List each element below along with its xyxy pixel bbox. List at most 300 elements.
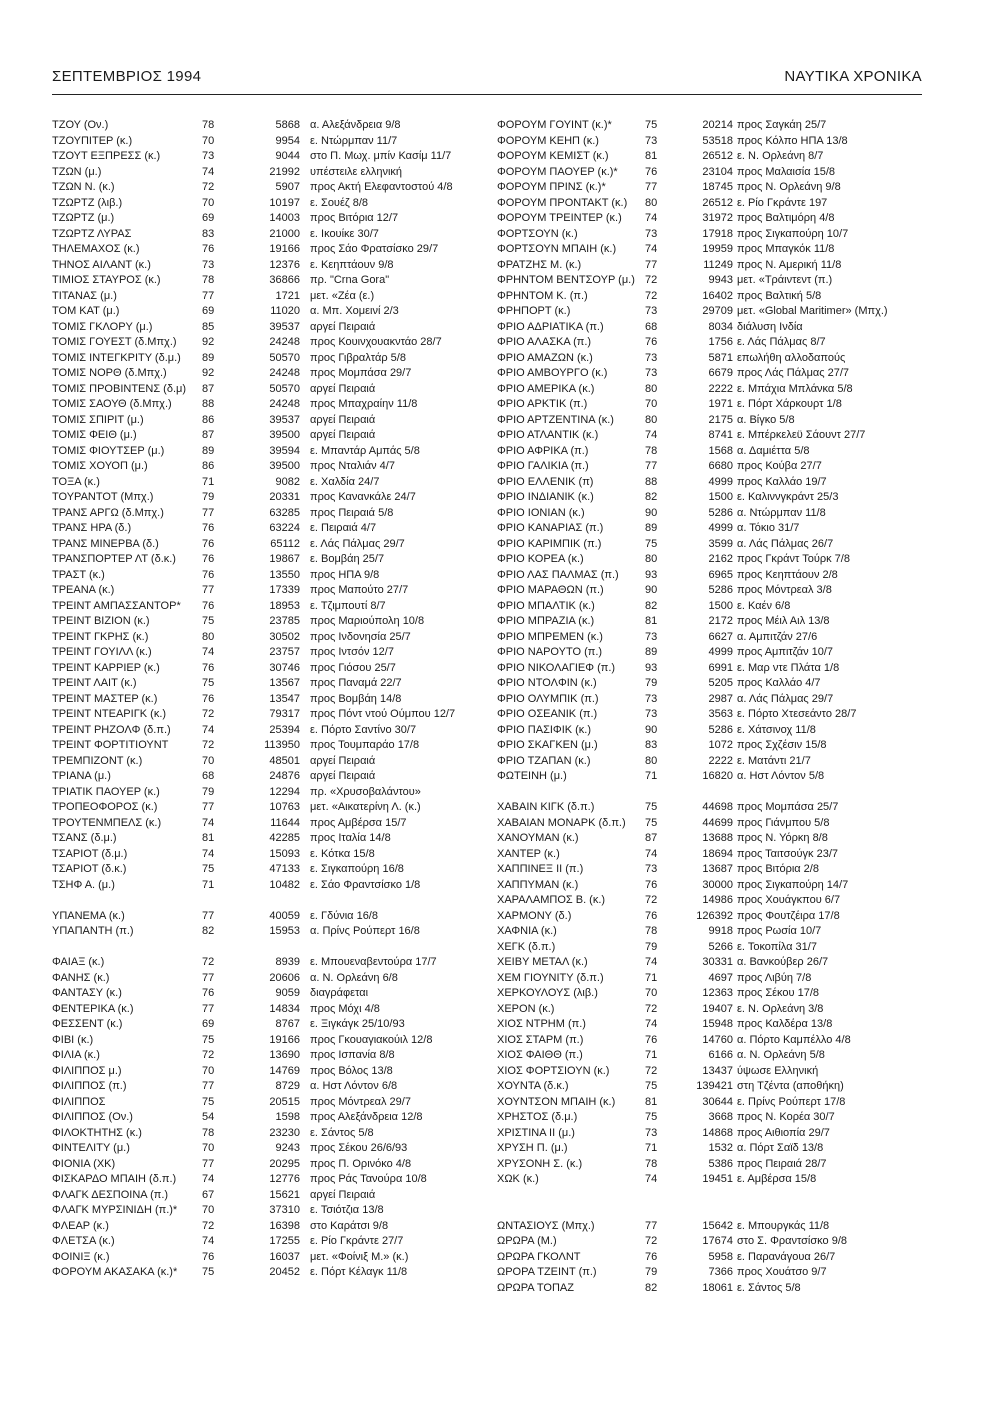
ship-row [497, 754, 927, 770]
ship-row [52, 955, 482, 971]
ship-row [52, 661, 482, 677]
movement-note: προς Σέκου 26/6/93 [310, 1142, 408, 1154]
ship-name: ΦΡΙΟ ΑΔΡΙΑΤΙΚΑ (π.) [497, 320, 604, 333]
ship-row [52, 754, 482, 770]
build-year: 89 [202, 444, 215, 457]
ship-name: ΦΑΙΑΞ (κ.) [52, 956, 105, 968]
ship-name: ΧΟΥΝΤΑ (δ.κ.) [497, 1080, 569, 1092]
ship-name: ΩΡΟΡΑ ΤΖΕΙΝΤ (π.) [497, 1266, 597, 1278]
tonnage: 30644 [702, 1095, 733, 1108]
tonnage: 19407 [702, 1002, 733, 1015]
ship-name: ΩΡΩΡΑ ΓΚΟΛΝΤ [497, 1250, 581, 1263]
ship-name: ΦΡΙΟ ΕΛΛΕΝΙΚ (π) [497, 475, 594, 488]
movement-note: ε. Κεηπτάουν 9/8 [310, 258, 394, 271]
ship-name: ΤΟΥΡΑΝΤΟΤ (Μπχ.) [52, 491, 154, 503]
ship-row [497, 1234, 927, 1250]
ship-row [497, 397, 927, 413]
ship-name: ΦΡΙΟ ΙΝΔΙΑΝΙΚ (κ.) [497, 491, 594, 503]
tonnage: 15953 [269, 925, 300, 937]
movement-note: ύψωσε Ελληνική [737, 1064, 819, 1077]
build-year: 74 [645, 243, 658, 255]
movement-note: προς Πειραιά 28/7 [737, 1157, 827, 1170]
tonnage: 5868 [275, 119, 300, 131]
build-year: 75 [645, 119, 658, 131]
ship-name: ΦΟΡΟΥΜ ΚΕΜΙΣΤ (κ.) [497, 150, 609, 162]
movement-note: αργεί Πειραιά [310, 382, 376, 395]
ship-row [497, 1110, 927, 1126]
movement-note: προς Μαριούπολη 10/8 [310, 615, 425, 627]
ship-row [497, 599, 927, 615]
ship-name: ΤΡΙΑΝΑ (μ.) [52, 770, 111, 782]
tonnage: 29709 [702, 305, 733, 317]
build-year: 67 [202, 1188, 215, 1201]
ship-row [52, 1126, 482, 1142]
movement-note: προς Αιθιοπία 29/7 [737, 1126, 830, 1139]
ship-name: ΤΙΤΑΝΑΣ (μ.) [52, 289, 117, 302]
ship-row [52, 831, 482, 847]
movement-note: α. Ν. Ορλεάνη 5/8 [737, 1049, 825, 1061]
ship-row [52, 242, 482, 258]
tonnage: 8729 [275, 1080, 300, 1092]
ship-name: ΧΙΟΣ ΦΟΡΤΣΙΟΥΝ (κ.) [497, 1064, 610, 1077]
build-year: 73 [645, 692, 658, 705]
movement-note: προς Μπαχραίην 11/8 [310, 398, 418, 410]
ship-name: ΦΡΗΠΟΡΤ (κ.) [497, 305, 571, 317]
ship-name: ΩΝΤΑΣΙΟΥΣ (Μπχ.) [497, 1219, 595, 1232]
tonnage: 16820 [702, 770, 733, 782]
ship-name: ΩΡΩΡΑ (Μ.) [497, 1235, 557, 1247]
build-year: 78 [202, 274, 215, 286]
ship-name: ΧΑΠΠΙΝΕΞ ΙΙ (π.) [497, 863, 584, 875]
build-year: 80 [645, 553, 658, 565]
movement-note: προς Χουάγκπου 6/7 [737, 894, 841, 906]
movement-note: ε. Μπουργκάς 11/8 [737, 1219, 830, 1232]
ship-row [52, 413, 482, 429]
tonnage: 39500 [269, 429, 300, 441]
tonnage: 19959 [702, 243, 733, 255]
movement-note: ε. Πόρτ Κέλαγκ 11/8 [310, 1266, 408, 1278]
ship-row [52, 723, 482, 739]
ship-name: ΧΕΜ ΓΙΟΥΝΙΤΥ (δ.π.) [497, 971, 604, 984]
ship-row [52, 428, 482, 444]
tonnage: 36866 [269, 274, 300, 286]
ship-name: ΦΟΡΟΥΜ ΠΑΟΥΕΡ (κ.)* [497, 165, 618, 178]
build-year: 71 [202, 878, 215, 891]
movement-note: προς Αλεξάνδρεια 12/8 [310, 1111, 423, 1123]
build-year: 74 [202, 1235, 215, 1247]
ship-name: ΦΡΙΟ ΝΑΡΟΥΤΟ (π.) [497, 646, 603, 658]
tonnage: 15642 [702, 1219, 733, 1232]
ship-row [497, 1250, 927, 1266]
ship-row [52, 645, 482, 661]
ship-row [52, 1172, 482, 1188]
tonnage: 2175 [708, 413, 733, 426]
tonnage: 13688 [702, 832, 733, 844]
ship-row [52, 785, 482, 801]
tonnage: 19166 [269, 1033, 300, 1046]
movement-note: προς Καλλάο 4/7 [737, 677, 821, 689]
tonnage: 24248 [269, 336, 300, 348]
tonnage: 14003 [269, 212, 300, 224]
build-year: 76 [202, 692, 215, 705]
build-year: 70 [202, 196, 215, 209]
movement-note: ε. Μπέρκελεϋ Σάουντ 27/7 [737, 429, 866, 441]
tonnage: 30000 [702, 878, 733, 891]
ship-name: ΦΡΙΟ ΜΠΡΑΖΙΑ (κ.) [497, 615, 595, 627]
ship-name: ΤΖΩΝ Ν. (κ.) [52, 181, 115, 193]
ship-name: ΦΛΕΤΣΑ (κ.) [52, 1235, 115, 1247]
movement-note: προς Κόλπο ΗΠΑ 13/8 [737, 134, 848, 147]
ship-name: ΤΡΑΝΣΠΟΡΤΕΡ ΛΤ (δ.κ.) [52, 553, 176, 565]
build-year: 71 [645, 1142, 658, 1154]
ship-row [52, 490, 482, 506]
ship-row [497, 1157, 927, 1173]
ship-name: ΦΡΙΟ ΜΑΡΑΘΩΝ (π.) [497, 584, 604, 596]
ship-row [52, 521, 482, 537]
tonnage: 17339 [269, 584, 300, 596]
build-year: 90 [645, 723, 658, 736]
build-year: 72 [645, 1002, 658, 1015]
ship-row [52, 304, 482, 320]
tonnage: 15948 [702, 1018, 733, 1030]
ship-name: ΤΡΕΙΝΤ ΜΑΣΤΕΡ (κ.) [52, 692, 158, 705]
tonnage: 16398 [269, 1219, 300, 1232]
ship-name: ΦΡΙΟ ΑΛΑΣΚΑ (π.) [497, 336, 592, 348]
movement-note: ε. Ν. Ορλεάνη 3/8 [737, 1002, 824, 1015]
movement-note: προς Κούβα 27/7 [737, 460, 822, 472]
tonnage: 1568 [708, 444, 733, 457]
movement-note: ε. Χαλδία 24/7 [310, 475, 380, 488]
movement-note: α. Πόρτ Σαϊδ 13/8 [737, 1142, 824, 1154]
ship-row [52, 1157, 482, 1173]
tonnage: 8767 [275, 1018, 300, 1030]
build-year: 85 [202, 320, 215, 333]
build-year: 73 [202, 258, 215, 271]
movement-note: προς Μαλαισία 15/8 [737, 165, 836, 178]
movement-note: ε. Μπουεναβεντούρα 17/7 [310, 956, 437, 968]
tonnage: 16402 [702, 289, 733, 302]
build-year: 74 [645, 847, 658, 860]
ship-name: ΧΟΥΝΤΣΟΝ ΜΠΑΙΗ (κ.) [497, 1095, 616, 1108]
ship-name: ΤΖΟΥΠΙΤΕΡ (κ.) [52, 134, 133, 147]
ship-name: ΦΟΡΟΥΜ ΑΚΑΣΑΚΑ (κ.)* [52, 1266, 178, 1278]
ship-row [52, 180, 482, 196]
ship-name: ΤΣΗΦ Α. (μ.) [52, 878, 115, 891]
build-year: 76 [202, 522, 215, 534]
ship-row [52, 227, 482, 243]
build-year: 80 [645, 196, 658, 209]
tonnage: 4999 [708, 646, 733, 658]
ship-name: ΤΡΑΝΣ ΜΙΝΕΡΒΑ (δ.) [52, 537, 159, 550]
ship-row [497, 940, 927, 956]
movement-note: πρ. "Crna Gora" [310, 274, 390, 286]
ship-row [52, 583, 482, 599]
build-year: 87 [645, 832, 658, 844]
tonnage: 79317 [269, 708, 300, 720]
build-year: 78 [202, 119, 215, 131]
tonnage: 6680 [708, 460, 733, 472]
ship-row [497, 537, 927, 553]
tonnage: 13690 [269, 1049, 300, 1061]
ship-row [497, 614, 927, 630]
movement-note: αργεί Πειραιά [310, 1188, 376, 1201]
ship-row [52, 986, 482, 1002]
ship-name: ΦΡΗΝΤΟΜ ΒΕΝΤΣΟΥΡ (μ.) [497, 274, 635, 286]
ship-row [497, 568, 927, 584]
build-year: 68 [645, 320, 658, 333]
ship-row [497, 800, 927, 816]
ship-name: ΦΡΙΟ ΣΚΑΓΚΕΝ (μ.) [497, 739, 598, 751]
ship-row [497, 320, 927, 336]
movement-note: προς Φουτζέιρα 17/8 [737, 909, 840, 922]
ship-name: ΤΡΕΜΠΙΖΟΝΤ (κ.) [52, 754, 143, 767]
ship-row [52, 1250, 482, 1266]
tonnage: 19166 [269, 243, 300, 255]
ship-row [52, 1017, 482, 1033]
ship-name: ΦΙΝΤΕΛΙΤΥ (μ.) [52, 1142, 130, 1154]
movement-note: ε. Ντώρμπαν 11/7 [310, 134, 398, 147]
ship-row [52, 769, 482, 785]
ship-name: ΦΙΛΙΠΠΟΣ (π.) [52, 1080, 127, 1092]
ship-row [52, 1095, 482, 1111]
ship-name: ΦΙΟΝΙΑ (ΧΚ) [52, 1157, 116, 1170]
ship-name: ΤΡΕΙΝΤ ΡΗΖΟΛΦ (δ.π.) [52, 723, 171, 736]
ship-name: ΦΡΗΝΤΟΜ Κ. (π.) [497, 289, 588, 302]
ship-name: ΧΑΝΟΥΜΑΝ (κ.) [497, 832, 579, 844]
tonnage: 6679 [708, 367, 733, 379]
ship-row [497, 1095, 927, 1111]
movement-note: στο Σ. Φραντσίσκο 9/8 [737, 1235, 847, 1247]
ship-name: ΦΡΙΟ ΚΑΝΑΡΙΑΣ (π.) [497, 522, 604, 534]
section-gap [497, 1203, 927, 1219]
tonnage: 2172 [708, 615, 733, 627]
tonnage: 20452 [269, 1266, 300, 1278]
tonnage: 7366 [708, 1266, 733, 1278]
movement-note: ε. Αμβέρσα 15/8 [737, 1173, 817, 1185]
build-year: 73 [645, 708, 658, 720]
tonnage: 17255 [269, 1235, 300, 1247]
build-year: 75 [202, 1033, 215, 1046]
ship-row [497, 1265, 927, 1281]
build-year: 76 [202, 1250, 215, 1263]
ship-row [497, 134, 927, 150]
ship-row [497, 676, 927, 692]
build-year: 72 [645, 289, 658, 302]
tonnage: 65112 [270, 537, 300, 550]
tonnage: 10197 [269, 196, 300, 209]
tonnage: 20295 [269, 1157, 300, 1170]
build-year: 78 [645, 444, 658, 457]
ship-name: ΤΡΕΙΝΤ ΛΑΙΤ (κ.) [52, 677, 137, 689]
tonnage: 53518 [702, 134, 733, 147]
ship-name: ΦΙΣΚΑΡΔΟ ΜΠΑΙΗ (δ.π.) [52, 1173, 177, 1185]
ship-name: ΤΟΜΙΣ ΓΚΛΟΡΥ (μ.) [52, 320, 153, 333]
build-year: 76 [202, 987, 215, 999]
build-year: 70 [645, 398, 658, 410]
tonnage: 19451 [702, 1173, 733, 1185]
tonnage: 25394 [269, 723, 300, 736]
ship-name: ΤΡΕΙΝΤ ΓΚΡΗΣ (κ.) [52, 630, 149, 643]
tonnage: 18953 [269, 599, 300, 612]
ship-row [497, 1126, 927, 1142]
tonnage: 4999 [708, 475, 733, 488]
movement-note: α. Ν. Ορλεάνη 6/8 [310, 971, 398, 984]
movement-note: προς Μπαγκόκ 11/8 [737, 243, 835, 255]
build-year: 78 [202, 1126, 215, 1139]
build-year: 80 [645, 754, 658, 767]
movement-note: α. Λάς Πάλμας 29/7 [737, 692, 834, 705]
ship-name: ΤΡΙΑΤΙΚ ΠΑΟΥΕΡ (κ.) [52, 785, 160, 798]
movement-note: ε. Πόρτο Χτεσεάντο 28/7 [737, 708, 857, 720]
movement-note: προς Σέκου 17/8 [737, 987, 819, 999]
ship-name: ΦΕΣΣΕΝΤ (κ.) [52, 1018, 123, 1030]
tonnage: 18745 [702, 181, 733, 193]
ship-row [497, 521, 927, 537]
movement-note: προς Σχζέσιν 15/8 [737, 739, 827, 751]
movement-note: α. Μπ. Χομεινί 2/3 [310, 305, 399, 317]
build-year: 77 [645, 181, 658, 193]
ship-name: ΦΩΤΕΙΝΗ (μ.) [497, 770, 567, 782]
ship-row [497, 1002, 927, 1018]
ship-row [52, 211, 482, 227]
tonnage: 5286 [708, 723, 733, 736]
tonnage: 9243 [275, 1142, 300, 1154]
tonnage: 11020 [270, 305, 300, 317]
movement-note: προς Βαλτιμόρη 4/8 [737, 212, 835, 224]
build-year: 74 [645, 429, 658, 441]
ship-name: ΥΠΑΝΕΜΑ (κ.) [52, 909, 125, 922]
movement-note: προς Νταλιάν 4/7 [310, 460, 395, 472]
build-year: 72 [645, 1235, 658, 1247]
build-year: 77 [645, 258, 658, 271]
build-year: 77 [202, 506, 215, 519]
tonnage: 39500 [269, 460, 300, 472]
ship-name: ΦΟΡΟΥΜ ΠΡΙΝΣ (κ.)* [497, 181, 606, 193]
ship-row [52, 1219, 482, 1235]
ship-row [52, 800, 482, 816]
movement-note: προς Ιντσόν 12/7 [310, 646, 394, 658]
movement-note: ε. Μπαντάρ Αμπάς 5/8 [310, 444, 420, 457]
tonnage: 15621 [269, 1188, 300, 1201]
ship-name: ΤΡΕΙΝΤ ΒΙΖΙΟΝ (κ.) [52, 615, 150, 627]
section-gap [497, 785, 927, 801]
ship-name: ΦΡΙΟ ΜΠΑΛΤΙΚ (κ.) [497, 599, 595, 612]
movement-note: προς Μομπάσα 25/7 [737, 801, 839, 813]
movement-note: προς Λάς Πάλμας 27/7 [737, 367, 850, 379]
ship-row [497, 630, 927, 646]
movement-note: προς Βιτόρια 2/8 [737, 863, 819, 875]
ship-row [52, 459, 482, 475]
movement-note: α. Τόκιο 31/7 [737, 522, 800, 534]
build-year: 76 [645, 909, 658, 922]
build-year: 81 [645, 150, 658, 162]
ship-name: ΤΟΜΙΣ ΝΟΡΘ (δ.Μπχ.) [52, 367, 167, 379]
build-year: 75 [202, 1095, 215, 1108]
ship-name: ΦΡΙΟ ΓΑΛΙΚΙΑ (π.) [497, 460, 589, 472]
build-year: 73 [645, 630, 658, 643]
build-year: 92 [202, 336, 215, 348]
movement-note: μετ. «Φοίνιξ Μ.» (κ.) [310, 1250, 409, 1263]
ship-row [52, 289, 482, 305]
build-year: 74 [645, 1018, 658, 1030]
ship-row [52, 707, 482, 723]
ship-name: ΦΟΡΟΥΜ ΤΡΕΙΝΤΕΡ (κ.) [497, 212, 622, 224]
build-year: 77 [202, 909, 215, 922]
ship-row [497, 1048, 927, 1064]
ship-row [497, 258, 927, 274]
build-year: 72 [202, 956, 215, 968]
ship-name: ΦΑΝΤΑΣΥ (κ.) [52, 987, 122, 999]
tonnage: 20331 [269, 491, 300, 503]
ship-row [52, 134, 482, 150]
tonnage: 18061 [702, 1281, 733, 1294]
tonnage: 20214 [702, 119, 733, 131]
movement-note: α. Λάς Πάλμας 26/7 [737, 537, 834, 550]
movement-note: προς Σιγκαπούρη 14/7 [737, 878, 849, 891]
build-year: 71 [645, 971, 658, 984]
ship-row [52, 382, 482, 398]
movement-note: ε. Παρανάγουα 26/7 [737, 1250, 836, 1263]
ship-row [497, 227, 927, 243]
ship-row [497, 304, 927, 320]
movement-note: προς Χουάτσο 9/7 [737, 1266, 827, 1278]
ship-name: ΦΡΑΤΖΗΣ Μ. (κ.) [497, 258, 582, 271]
ship-name: ΧΡΥΣΟΝΗ Σ. (κ.) [497, 1157, 583, 1170]
ship-row [497, 1033, 927, 1049]
movement-note: προς Ταιτσούγκ 23/7 [737, 847, 839, 860]
build-year: 72 [202, 1049, 215, 1061]
page-header [52, 62, 922, 95]
build-year: 70 [202, 134, 215, 147]
ship-name: ΤΖΟΥ (Ον.) [52, 119, 109, 131]
ship-row [52, 816, 482, 832]
ship-row [52, 1079, 482, 1095]
movement-note: προς ΗΠΑ 9/8 [310, 568, 380, 581]
tonnage: 8939 [275, 956, 300, 968]
build-year: 74 [645, 212, 658, 224]
ship-row [497, 444, 927, 460]
ship-row [497, 707, 927, 723]
movement-note: προς Κουινχουακντάο 28/7 [310, 336, 442, 348]
build-year: 72 [202, 739, 215, 751]
build-year: 77 [202, 289, 215, 302]
tonnage: 139421 [696, 1080, 733, 1092]
ship-name: ΤΟΜΙΣ ΧΟΥΟΠ (μ.) [52, 460, 148, 472]
build-year: 72 [202, 181, 215, 193]
movement-note: ε. Τζιμπουτί 8/7 [310, 599, 386, 612]
build-year: 82 [645, 1281, 658, 1294]
ship-row [52, 351, 482, 367]
ship-name: ΦΡΙΟ ΑΜΑΖΩΝ (κ.) [497, 351, 593, 364]
build-year: 72 [645, 274, 658, 286]
build-year: 73 [645, 134, 658, 147]
movement-note: α. Ντώρμπαν 11/8 [737, 506, 826, 519]
ship-name: ΤΡΟΠΕΟΦΟΡΟΣ (κ.) [52, 801, 158, 813]
tonnage: 9059 [275, 987, 300, 999]
movement-note: ε. Σάντος 5/8 [310, 1126, 374, 1139]
movement-note: ε. Κότκα 15/8 [310, 847, 375, 860]
ship-name: ΧΑΠΠΥΜΑΝ (κ.) [497, 878, 579, 891]
tonnage: 5266 [708, 940, 733, 953]
ship-name: ΦΡΙΟ ΑΤΛΑΝΤΙΚ (κ.) [497, 429, 599, 441]
ship-row [497, 862, 927, 878]
ship-row [497, 1017, 927, 1033]
build-year: 76 [645, 165, 658, 178]
tonnage: 15093 [269, 847, 300, 860]
movement-note: προς Πόντ ντού Ούμπου 12/7 [310, 708, 456, 720]
tonnage: 11644 [270, 816, 300, 829]
build-year: 90 [645, 584, 658, 596]
